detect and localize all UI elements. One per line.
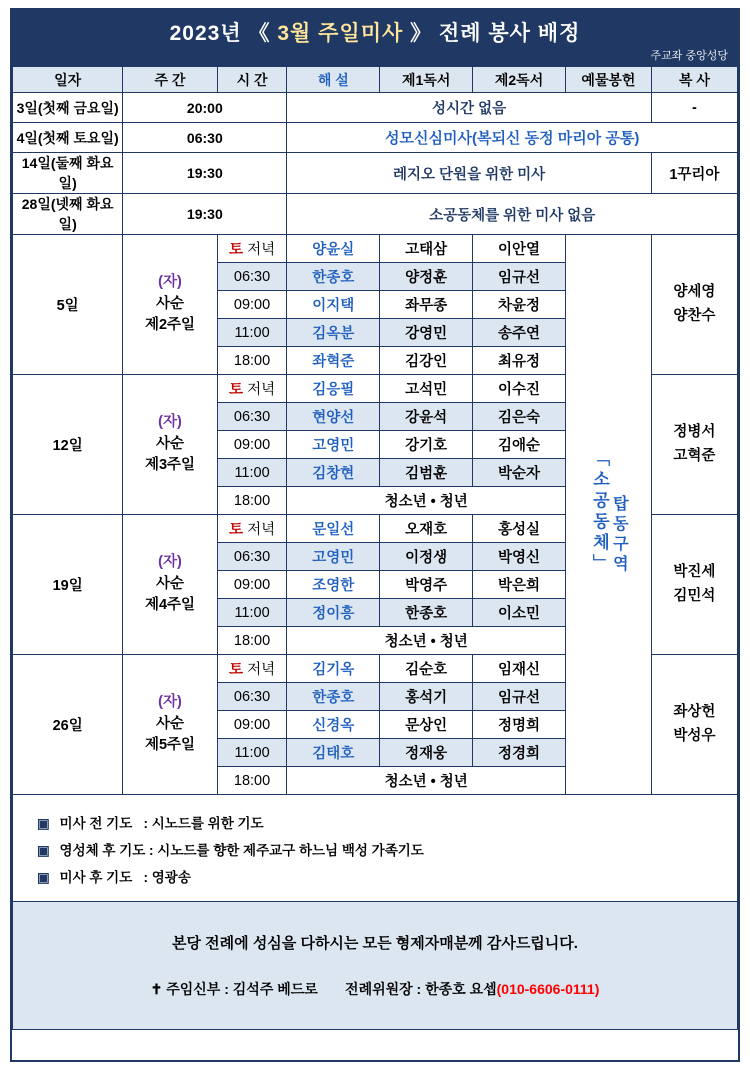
reader2: 이수진 [473,375,566,403]
reader1: 양정훈 [380,263,473,291]
footer-contacts [13,979,737,999]
mass-time: 06:30 [217,263,287,291]
bullet-icon: ▣ [37,843,50,858]
reader2: 송주연 [473,319,566,347]
note-item [37,812,737,832]
server-name: 박진세 [673,564,716,581]
reader1: 박영주 [380,571,473,599]
bullet-icon: ▣ [37,870,50,885]
schedule-table [12,66,738,795]
special-server: 1꾸리아 [651,153,737,194]
table-row [13,235,738,263]
note-text: 시노드를 향한 제주교구 하느님 백성 가족기도 [157,843,424,858]
time-label: 저녁 [247,242,276,258]
footer-section [12,902,738,1030]
chair-label: 전례위원장 : 한종호 요셉 [345,981,497,997]
reader1: 고석민 [380,375,473,403]
note-item [37,839,737,859]
week-season [123,235,217,375]
sat-marker: 토 [229,662,244,678]
week-season-name: 사순 [155,435,184,452]
reader1: 강영민 [380,319,473,347]
commentator: 양윤실 [287,235,380,263]
header-title [12,10,738,47]
special-date: 3일(첫째 금요일) [13,93,123,123]
mass-time [217,235,287,263]
commentator: 한종호 [287,683,380,711]
reader1: 문상인 [380,711,473,739]
mass-time: 09:00 [217,571,287,599]
commentator: 한종호 [287,263,380,291]
week-ordinal: 제5주일 [144,737,196,754]
commentator: 김옥분 [287,319,380,347]
server-group [651,655,737,795]
mass-time: 06:30 [217,403,287,431]
mass-time: 11:00 [217,599,287,627]
server-name: 좌상헌 [673,704,716,721]
reader2: 임규선 [473,683,566,711]
reader2: 박영신 [473,543,566,571]
note-sep: : [143,870,152,885]
special-text: 성시간 없음 [287,93,651,123]
commentator: 김응필 [287,375,380,403]
mass-time [217,375,287,403]
mass-time: 06:30 [217,683,287,711]
server-group [651,515,737,655]
note-label: 미사 전 기도 [59,816,133,831]
week-season-name: 사순 [155,715,184,732]
commentator: 조영한 [287,571,380,599]
server-group [651,375,737,515]
youth-mass-label: 청소년 • 청년 [287,487,566,515]
reader2: 김은숙 [473,403,566,431]
note-sep: : [143,816,152,831]
reader1: 김강인 [380,347,473,375]
reader2: 임재신 [473,655,566,683]
mass-time [217,655,287,683]
server-name: 박성우 [673,727,716,744]
commentator: 이지택 [287,291,380,319]
special-time: 19:30 [123,153,287,194]
footer-thanks: 본당 전례에 성심을 다하시는 모든 형제자매분께 감사드립니다. [172,935,578,952]
reader2: 최유정 [473,347,566,375]
reader1: 강윤석 [380,403,473,431]
sat-marker: 토 [229,242,244,258]
mass-time: 09:00 [217,711,287,739]
special-date: 28일(넷째 화요일) [13,194,123,235]
cross-icon: ✝ [150,981,163,997]
note-label: 영성체 후 기도 [59,843,146,858]
reader1: 김범훈 [380,459,473,487]
reader1: 고태삼 [380,235,473,263]
priest-label: 주임신부 : 김석주 베드로 [166,981,318,997]
col-reading1: 제1독서 [380,67,473,93]
col-time: 시 간 [217,67,287,93]
col-reading2: 제2독서 [473,67,566,93]
mass-time: 18:00 [217,767,287,795]
phone-number[interactable]: (010-6606-0111) [496,981,600,997]
server-group [651,235,737,375]
week-season [123,375,217,515]
mass-time: 06:30 [217,543,287,571]
col-commentary: 해 설 [287,67,380,93]
commentator: 고영민 [287,431,380,459]
header-month: 3월 주일미사 [277,22,404,45]
week-color: (자) [158,693,182,710]
week-season-name: 사순 [155,295,184,312]
special-server: - [651,93,737,123]
mass-time: 09:00 [217,291,287,319]
special-date: 4일(첫째 토요일) [13,123,123,153]
commentator: 김태호 [287,739,380,767]
special-date: 14일(둘째 화요일) [13,153,123,194]
header-year: 2023년 [169,22,242,45]
column-header-row [13,67,738,93]
time-label: 저녁 [247,382,276,398]
col-week: 주 간 [123,67,217,93]
special-time: 06:30 [123,123,287,153]
reader1: 정재웅 [380,739,473,767]
time-label: 저녁 [247,662,276,678]
server-name: 양찬수 [673,307,716,324]
reader2: 정명희 [473,711,566,739]
note-item [37,866,737,886]
reader1: 김순호 [380,655,473,683]
week-season [123,655,217,795]
week-color: (자) [158,553,182,570]
offering-group [565,235,651,795]
commentator: 정이흥 [287,599,380,627]
reader1: 한종호 [380,599,473,627]
week-ordinal: 제4주일 [144,597,196,614]
table-row [13,93,738,123]
mass-time: 18:00 [217,487,287,515]
header-tail: 전례 봉사 배정 [438,22,581,45]
header [12,10,738,66]
special-time: 20:00 [123,93,287,123]
commentator: 현양선 [287,403,380,431]
col-server: 복 사 [651,67,737,93]
mass-time: 18:00 [217,347,287,375]
mass-time: 18:00 [217,627,287,655]
week-day: 5일 [13,235,123,375]
col-date: 일자 [13,67,123,93]
sat-marker: 토 [229,522,244,538]
week-day: 26일 [13,655,123,795]
table-row [13,194,738,235]
commentator: 김창현 [287,459,380,487]
reader2: 정경희 [473,739,566,767]
week-color: (자) [158,413,182,430]
youth-mass-label: 청소년 • 청년 [287,767,566,795]
commentator: 문일선 [287,515,380,543]
reader1: 좌무종 [380,291,473,319]
reader2: 차윤정 [473,291,566,319]
reader1: 홍석기 [380,683,473,711]
table-row [13,123,738,153]
commentator: 고영민 [287,543,380,571]
reader2: 이소민 [473,599,566,627]
mass-time: 11:00 [217,319,287,347]
reader2: 김애순 [473,431,566,459]
youth-mass-label: 청소년 • 청년 [287,627,566,655]
mass-time: 11:00 [217,739,287,767]
special-text: 레지오 단원을 위한 미사 [287,153,651,194]
note-label: 미사 후 기도 [59,870,133,885]
server-name: 김민석 [673,587,716,604]
mass-time [217,515,287,543]
bracket-close-icon: 》 [410,22,433,45]
reader1: 이정생 [380,543,473,571]
week-season-name: 사순 [155,575,184,592]
server-name: 정병서 [673,424,716,441]
reader2: 박은희 [473,571,566,599]
note-text: 시노드를 위한 기도 [151,816,264,831]
col-offering: 예물봉헌 [565,67,651,93]
reader2: 홍성실 [473,515,566,543]
reader1: 오재호 [380,515,473,543]
commentator: 좌혁준 [287,347,380,375]
week-season [123,515,217,655]
week-day: 12일 [13,375,123,515]
note-sep: : [149,843,158,858]
header-subtitle: 주교좌 중앙성당 [650,50,728,62]
week-ordinal: 제3주일 [144,457,196,474]
offering-left: 탑동구역 [610,495,628,576]
special-text: 성모신심미사(복되신 동정 마리아 공통) [287,123,738,153]
offering-right: 「소공동체」 [589,449,609,576]
note-text: 영광송 [151,870,191,885]
special-time: 19:30 [123,194,287,235]
week-color: (자) [158,273,182,290]
time-label: 저녁 [247,522,276,538]
week-ordinal: 제2주일 [144,317,196,334]
table-row [13,153,738,194]
server-name: 고혁준 [673,447,716,464]
bracket-open-icon: 《 [248,22,271,45]
reader2: 임규선 [473,263,566,291]
server-name: 양세영 [673,284,716,301]
notes-section [12,795,738,902]
reader1: 강기호 [380,431,473,459]
reader2: 박순자 [473,459,566,487]
sat-marker: 토 [229,382,244,398]
week-day: 19일 [13,515,123,655]
schedule-sheet [10,8,740,1062]
bullet-icon: ▣ [37,816,50,831]
mass-time: 09:00 [217,431,287,459]
commentator: 김기옥 [287,655,380,683]
special-text: 소공동체를 위한 미사 없음 [287,194,738,235]
mass-time: 11:00 [217,459,287,487]
reader2: 이안열 [473,235,566,263]
commentator: 신경옥 [287,711,380,739]
